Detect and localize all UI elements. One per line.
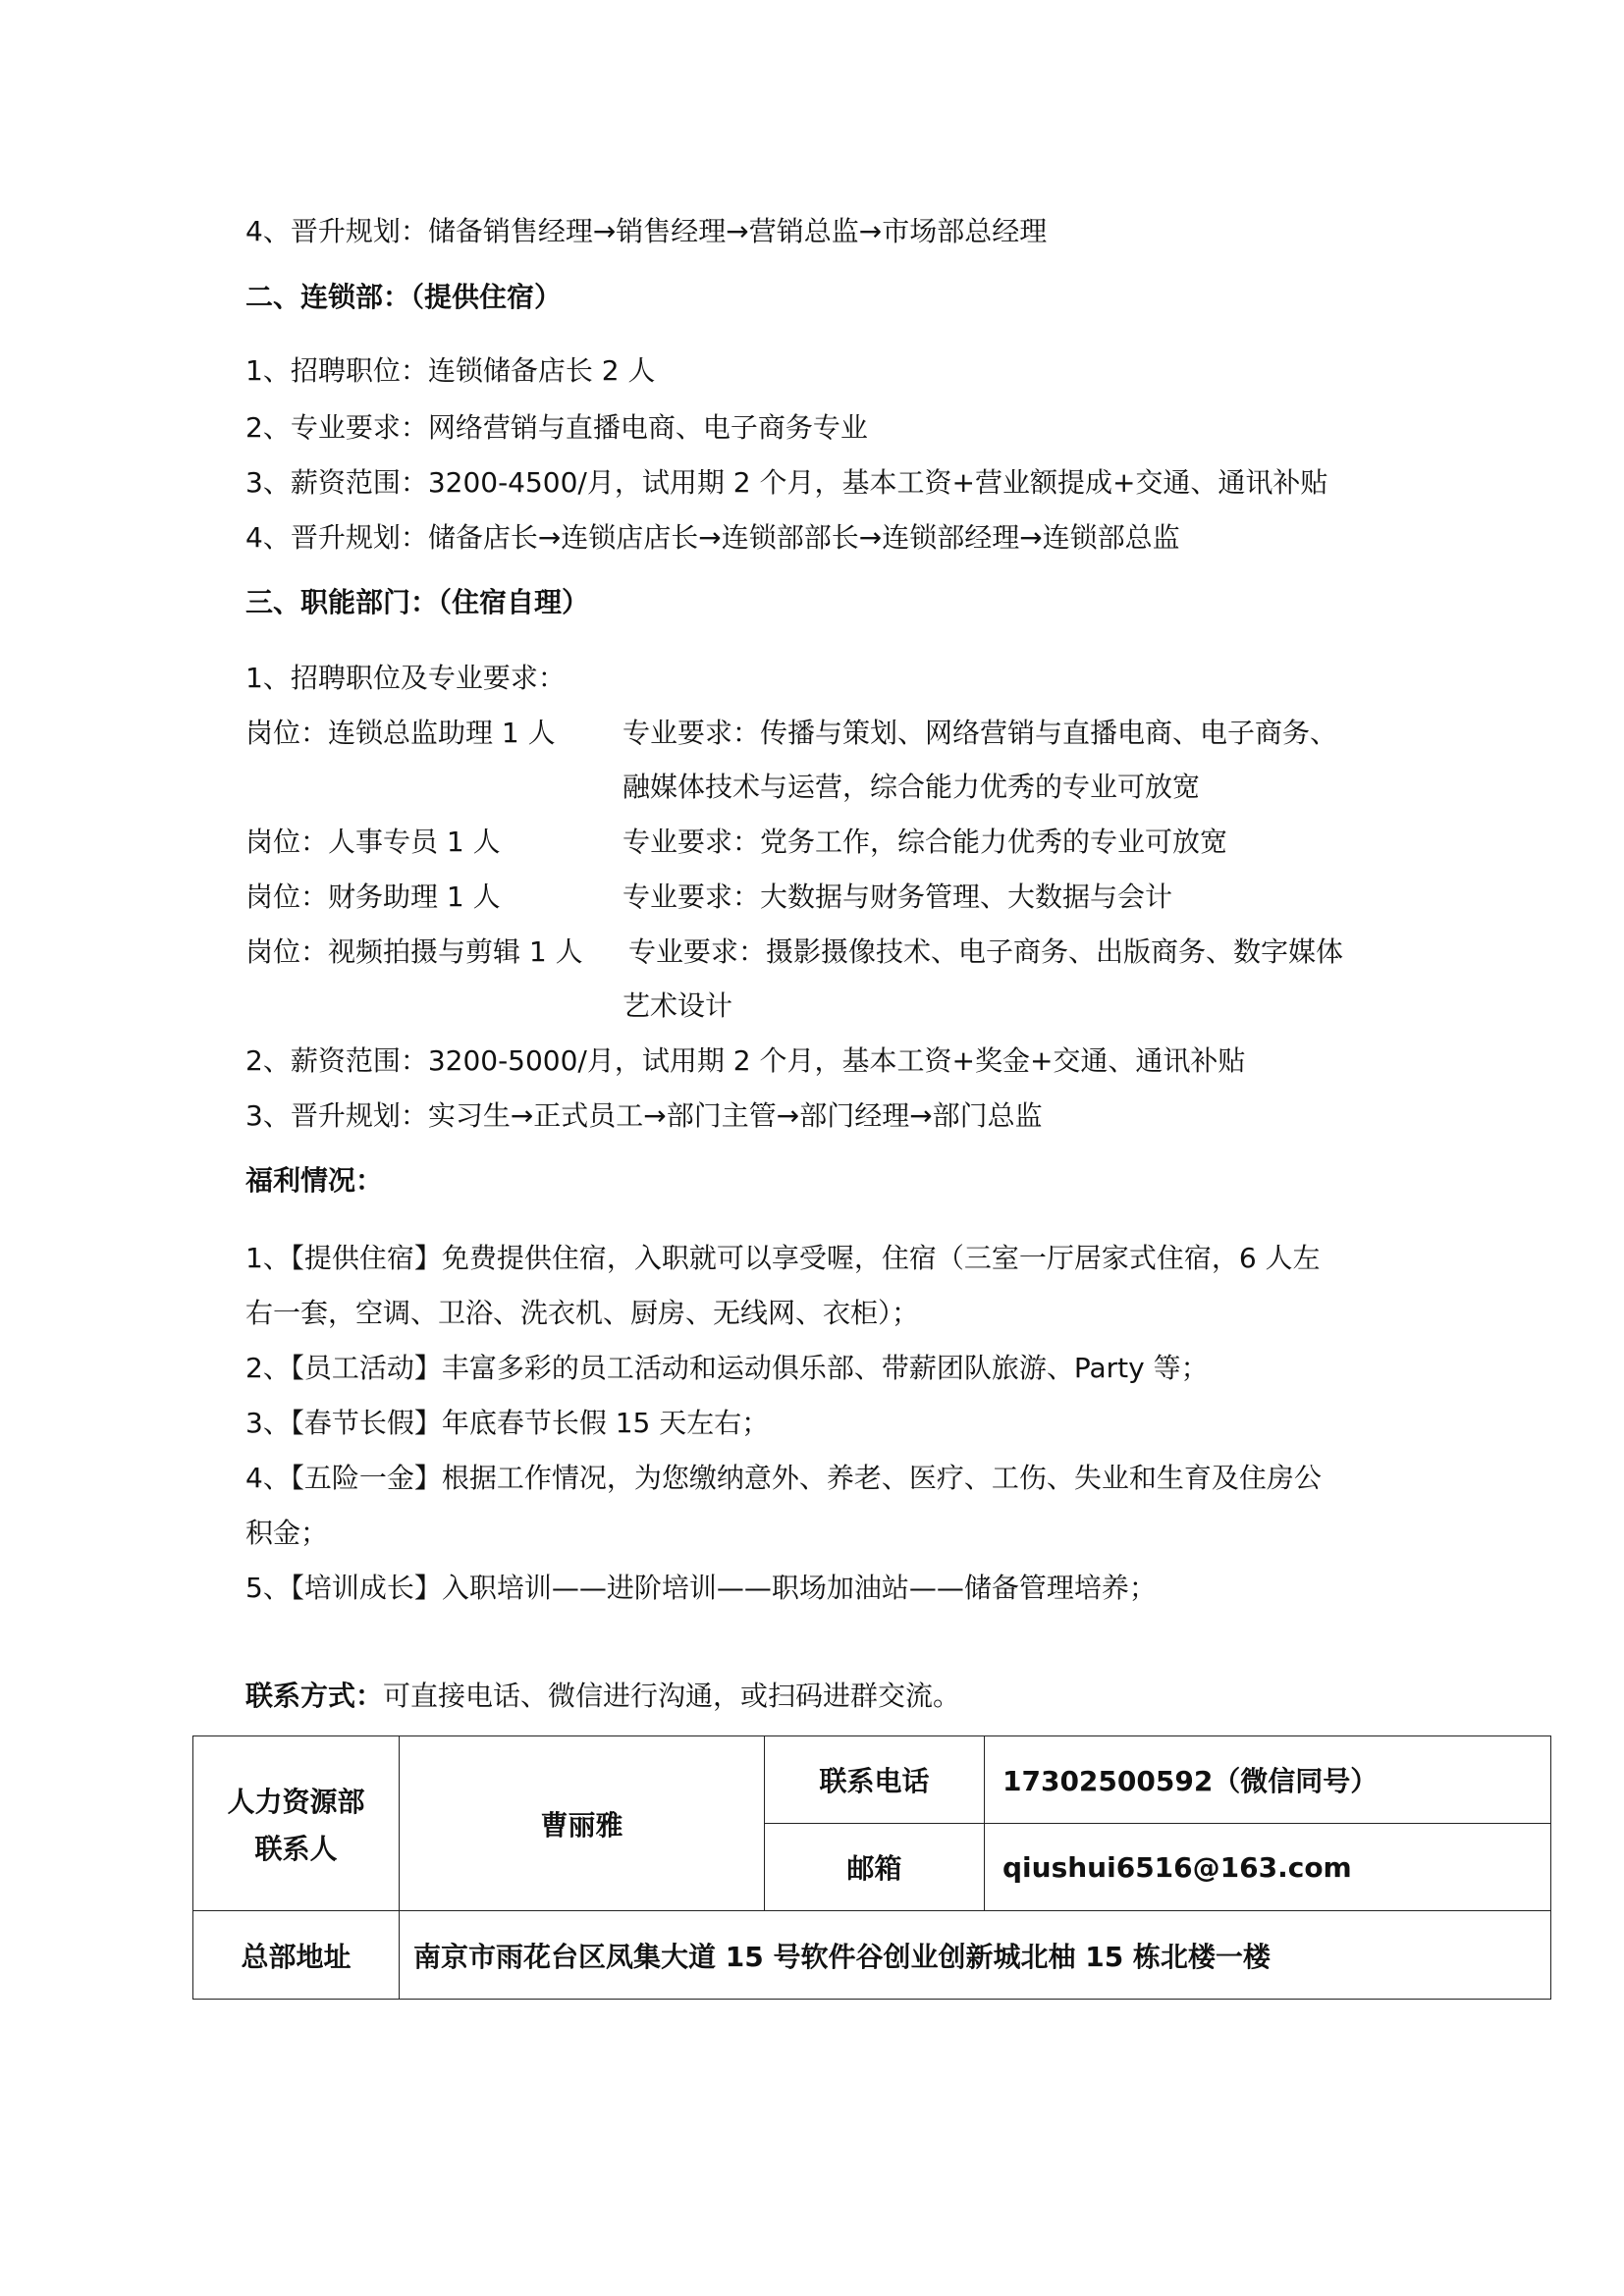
contact-intro <box>245 1677 960 1716</box>
table-row <box>193 1736 1551 1824</box>
benefit-activities: 2、【员工活动】丰富多彩的员工活动和运动俱乐部、带薪团队旅游、Party 等； <box>245 1352 1209 1384</box>
position-requirement-continued: 融媒体技术与运营，综合能力优秀的专业可放宽 <box>623 771 1201 803</box>
benefit-housing-continued: 右一套，空调、卫浴、洗衣机、厨房、无线网、衣柜）； <box>245 1297 920 1329</box>
contact-label: 联系方式： <box>245 1680 384 1712</box>
department-label: 人力资源部 <box>227 1785 365 1818</box>
position-title: 岗位：人事专员 1 人 <box>245 826 501 858</box>
functional-salary: 2、薪资范围：3200-5000/月，试用期 2 个月，基本工资+奖金+交通、通讯补贴 <box>245 1044 1246 1077</box>
functional-intro: 1、招聘职位及专业要求： <box>245 662 566 694</box>
contact-department-cell <box>193 1736 400 1911</box>
chain-item-salary: 3、薪资范围：3200-4500/月，试用期 2 个月，基本工资+营业额提成+交通、通讯补贴 <box>245 466 1328 499</box>
functional-promotion: 3、晋升规划：实习生→正式员工→部门主管→部门经理→部门总监 <box>245 1099 1043 1132</box>
email-value: qiushui6516@163.com <box>985 1824 1551 1911</box>
benefit-holiday: 3、【春节长假】年底春节长假 15 天左右； <box>245 1407 770 1439</box>
chain-section-heading: 二、连锁部：（提供住宿） <box>245 281 563 313</box>
email-label: 邮箱 <box>765 1824 985 1911</box>
functional-section-heading: 三、职能部门：（住宿自理） <box>245 586 590 618</box>
position-title: 岗位：视频拍摄与剪辑 1 人 <box>245 935 583 968</box>
benefit-insurance-continued: 积金； <box>245 1517 329 1549</box>
benefit-housing: 1、【提供住宿】免费提供住宿，入职就可以享受喔，住宿（三室一厅居家式住宿，6 人左 <box>245 1242 1321 1274</box>
chain-item-promotion: 4、晋升规划：储备店长→连锁店店长→连锁部部长→连锁部经理→连锁部总监 <box>245 521 1180 554</box>
position-title: 岗位：连锁总监助理 1 人 <box>245 717 556 749</box>
table-row <box>193 1911 1551 2000</box>
sales-promotion-path: 4、晋升规划：储备销售经理→销售经理→营销总监→市场部总经理 <box>245 215 1048 247</box>
contact-person-label: 联系人 <box>254 1832 338 1865</box>
phone-label: 联系电话 <box>765 1736 985 1824</box>
position-requirement: 专业要求：党务工作，综合能力优秀的专业可放宽 <box>623 826 1228 858</box>
position-requirement: 专业要求：传播与策划、网络营销与直播电商、电子商务、 <box>623 717 1338 749</box>
address-value: 南京市雨花台区凤集大道 15 号软件谷创业创新城北柚 15 栋北楼一楼 <box>400 1911 1551 2000</box>
address-label: 总部地址 <box>193 1911 400 2000</box>
contact-table <box>192 1735 1551 2000</box>
position-requirement: 专业要求：大数据与财务管理、大数据与会计 <box>623 881 1173 913</box>
benefit-insurance: 4、【五险一金】根据工作情况，为您缴纳意外、养老、医疗、工伤、失业和生育及住房公 <box>245 1462 1322 1494</box>
benefits-heading: 福利情况： <box>245 1164 384 1197</box>
contact-person-name: 曹丽雅 <box>400 1736 765 1911</box>
chain-item-position: 1、招聘职位：连锁储备店长 2 人 <box>245 354 656 387</box>
position-requirement-continued: 艺术设计 <box>623 989 733 1022</box>
phone-value: 17302500592（微信同号） <box>985 1736 1551 1824</box>
position-requirement: 专业要求：摄影摄像技术、电子商务、出版商务、数字媒体 <box>628 935 1344 968</box>
benefit-training: 5、【培训成长】入职培训——进阶培训——职场加油站——储备管理培养； <box>245 1572 1157 1604</box>
contact-text: 可直接电话、微信进行沟通，或扫码进群交流。 <box>383 1680 961 1712</box>
chain-item-major: 2、专业要求：网络营销与直播电商、电子商务专业 <box>245 411 868 444</box>
position-title: 岗位：财务助理 1 人 <box>245 881 501 913</box>
